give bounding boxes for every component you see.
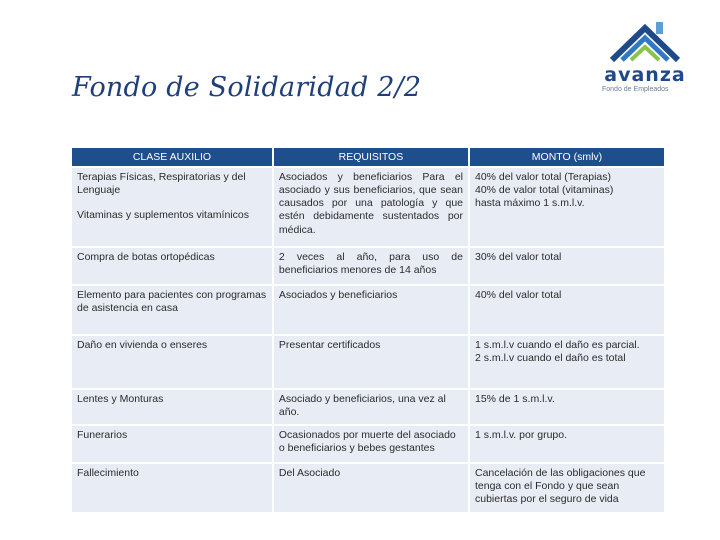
monto-cell [470, 168, 664, 246]
table-row [72, 286, 664, 334]
monto-text: hasta máximo 1 s.m.l.v. [475, 197, 585, 210]
clase-cell: Compra de botas ortopédicas [72, 248, 272, 284]
header-monto: MONTO (smlv) [470, 148, 664, 166]
monto-cell: 1 s.m.l.v. por grupo. [470, 426, 664, 462]
header-clase-auxilio: CLASE AUXILIO [72, 148, 272, 166]
table-row [72, 336, 664, 388]
header-requisitos: REQUISITOS [274, 148, 468, 166]
requisitos-cell: Asociados y beneficiarios Para el asociado y sus beneficiarios, que sean causados por una patología y que estén debidamente sustentados por médica. [274, 168, 468, 246]
requisitos-cell: 2 veces al año, para uso de beneficiarios menores de 14 años [274, 248, 468, 284]
monto-text: 2 s.m.l.v cuando el daño es total [475, 352, 626, 365]
logo-wordmark: avanza [604, 64, 686, 86]
clase-cell [72, 168, 272, 246]
logo-subtitle: Fondo de Empleados [602, 86, 669, 93]
requisitos-cell: Presentar certificados [274, 336, 468, 388]
monto-text: 1 s.m.l.v cuando el daño es parcial. [475, 339, 640, 351]
monto-cell: Cancelación de las obligaciones que tenga con el Fondo y que sean cubiertas por el seguro de vida [470, 464, 664, 512]
monto-cell: 15% de 1 s.m.l.v. [470, 390, 664, 424]
solidarity-fund-table [70, 146, 666, 514]
clase-cell: Funerarios [72, 426, 272, 462]
table-row [72, 168, 664, 246]
house-roof-icon [598, 16, 692, 66]
table-row [72, 390, 664, 424]
monto-text: 40% de valor total (vitaminas) [475, 184, 614, 197]
table-row [72, 248, 664, 284]
monto-cell [470, 336, 664, 388]
monto-cell: 40% del valor total [470, 286, 664, 334]
requisitos-cell: Asociados y beneficiarios [274, 286, 468, 334]
table-row [72, 426, 664, 462]
clase-cell: Daño en vivienda o enseres [72, 336, 272, 388]
clase-text: Vitaminas y suplementos vitamínicos [77, 209, 249, 222]
avanza-logo [598, 16, 692, 98]
table-header-row [72, 148, 664, 166]
clase-cell: Lentes y Monturas [72, 390, 272, 424]
clase-text: Terapias Físicas, Respiratorias y del Lenguaje [77, 171, 246, 197]
requisitos-cell: Del Asociado [274, 464, 468, 512]
clase-cell: Elemento para pacientes con programas de asistencia en casa [72, 286, 272, 334]
requisitos-cell: Ocasionados por muerte del asociado o beneficiarios y bebes gestantes [274, 426, 468, 462]
clase-cell: Fallecimiento [72, 464, 272, 512]
monto-text: 40% del valor total (Terapias) [475, 171, 611, 183]
requisitos-cell: Asociado y beneficiarios, una vez al año. [274, 390, 468, 424]
table-row [72, 464, 664, 512]
monto-cell: 30% del valor total [470, 248, 664, 284]
slide-title: Fondo de Solidaridad 2/2 [72, 72, 422, 103]
